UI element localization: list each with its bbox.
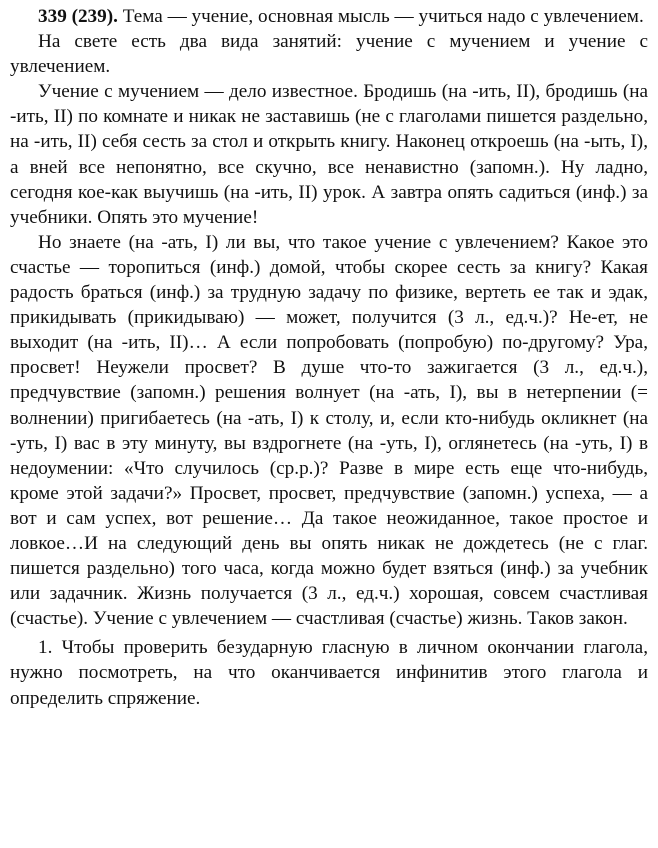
paragraph-uvlecheniye: Но знаете (на -ать, I) ли вы, что такое учение с увлечением? Какое это счастье — торопиться (инф.) домой, чтобы скорее сесть за книгу? Какая радость браться (инф.) за трудную задачу по физике, вертеть ее так и эдак, прикидывать (прикидываю) — может, получится (3 л., ед.ч.)? Не-ет, не выходит (на -ить, II)… А если попробовать (попробую) по-другому? Ура, просвет! Неужели просвет? В душе что-то зажигается (3 л., ед.ч.), предчувствие (запомн.) решения волнует (на -ать, I), вы в нетерпении (= волнении) пригибаетесь (на -ать, I) к столу, и, если кто-нибудь окликнет (на -уть, I) вас в эту минуту, вы вздрогнете (на -уть, I), оглянетесь (на -уть, I) в недоумении: «Что случилось (ср.р.)? Разве в мире есть еще что-нибудь, кроме этой задачи?» Просвет, просвет, предчувствие (запомн.) успеха, — а вот и сам успех, вот решение… Да такое неожиданное, такое простое и ловкое…И на следующий день вы опять никак не дождетесь (не с глаг. пишется раздельно) того часа, когда можно будет взяться (инф.) за учебник или задачник. Жизнь получается (3 л., ед.ч.) хорошая, совсем счастливая (счастье). Учение с увлечением — счастливая (счастье) жизнь. Таков закон. (10, 231, 648, 630)
exercise-number: 339 (239). (38, 6, 118, 27)
rule-note: 1. Чтобы проверить безударную гласную в личном окончании глагола, нужно посмотреть, на что оканчивается инфинитив этого глагола и определить спряжение. (10, 637, 648, 709)
exercise-header (10, 4, 648, 29)
paragraph-mucheniye: Учение с мучением — дело известное. Бродишь (на -ить, II), бродишь (на -ить, II) по комнате и никак не заставишь (не с глаголами пишется раздельно, на -ить, II) себя сесть за стол и открыть книгу. Наконец откроешь (на -ыть, I), а вней все непонятно, все скучно, все ненавистно (запомн.). Ну ладно, сегодня кое-как выучишь (на -ить, II) урок. А завтра опять садиться (инф.) за учебники. Опять это мучение! (10, 81, 648, 228)
paragraph-intro: На свете есть два вида занятий: учение с мучением и учение с увлечением. (10, 31, 648, 78)
exercise-topic: Тема — учение, основная мысль — учиться надо с увлечением. (122, 6, 644, 27)
document-page (10, 4, 648, 711)
